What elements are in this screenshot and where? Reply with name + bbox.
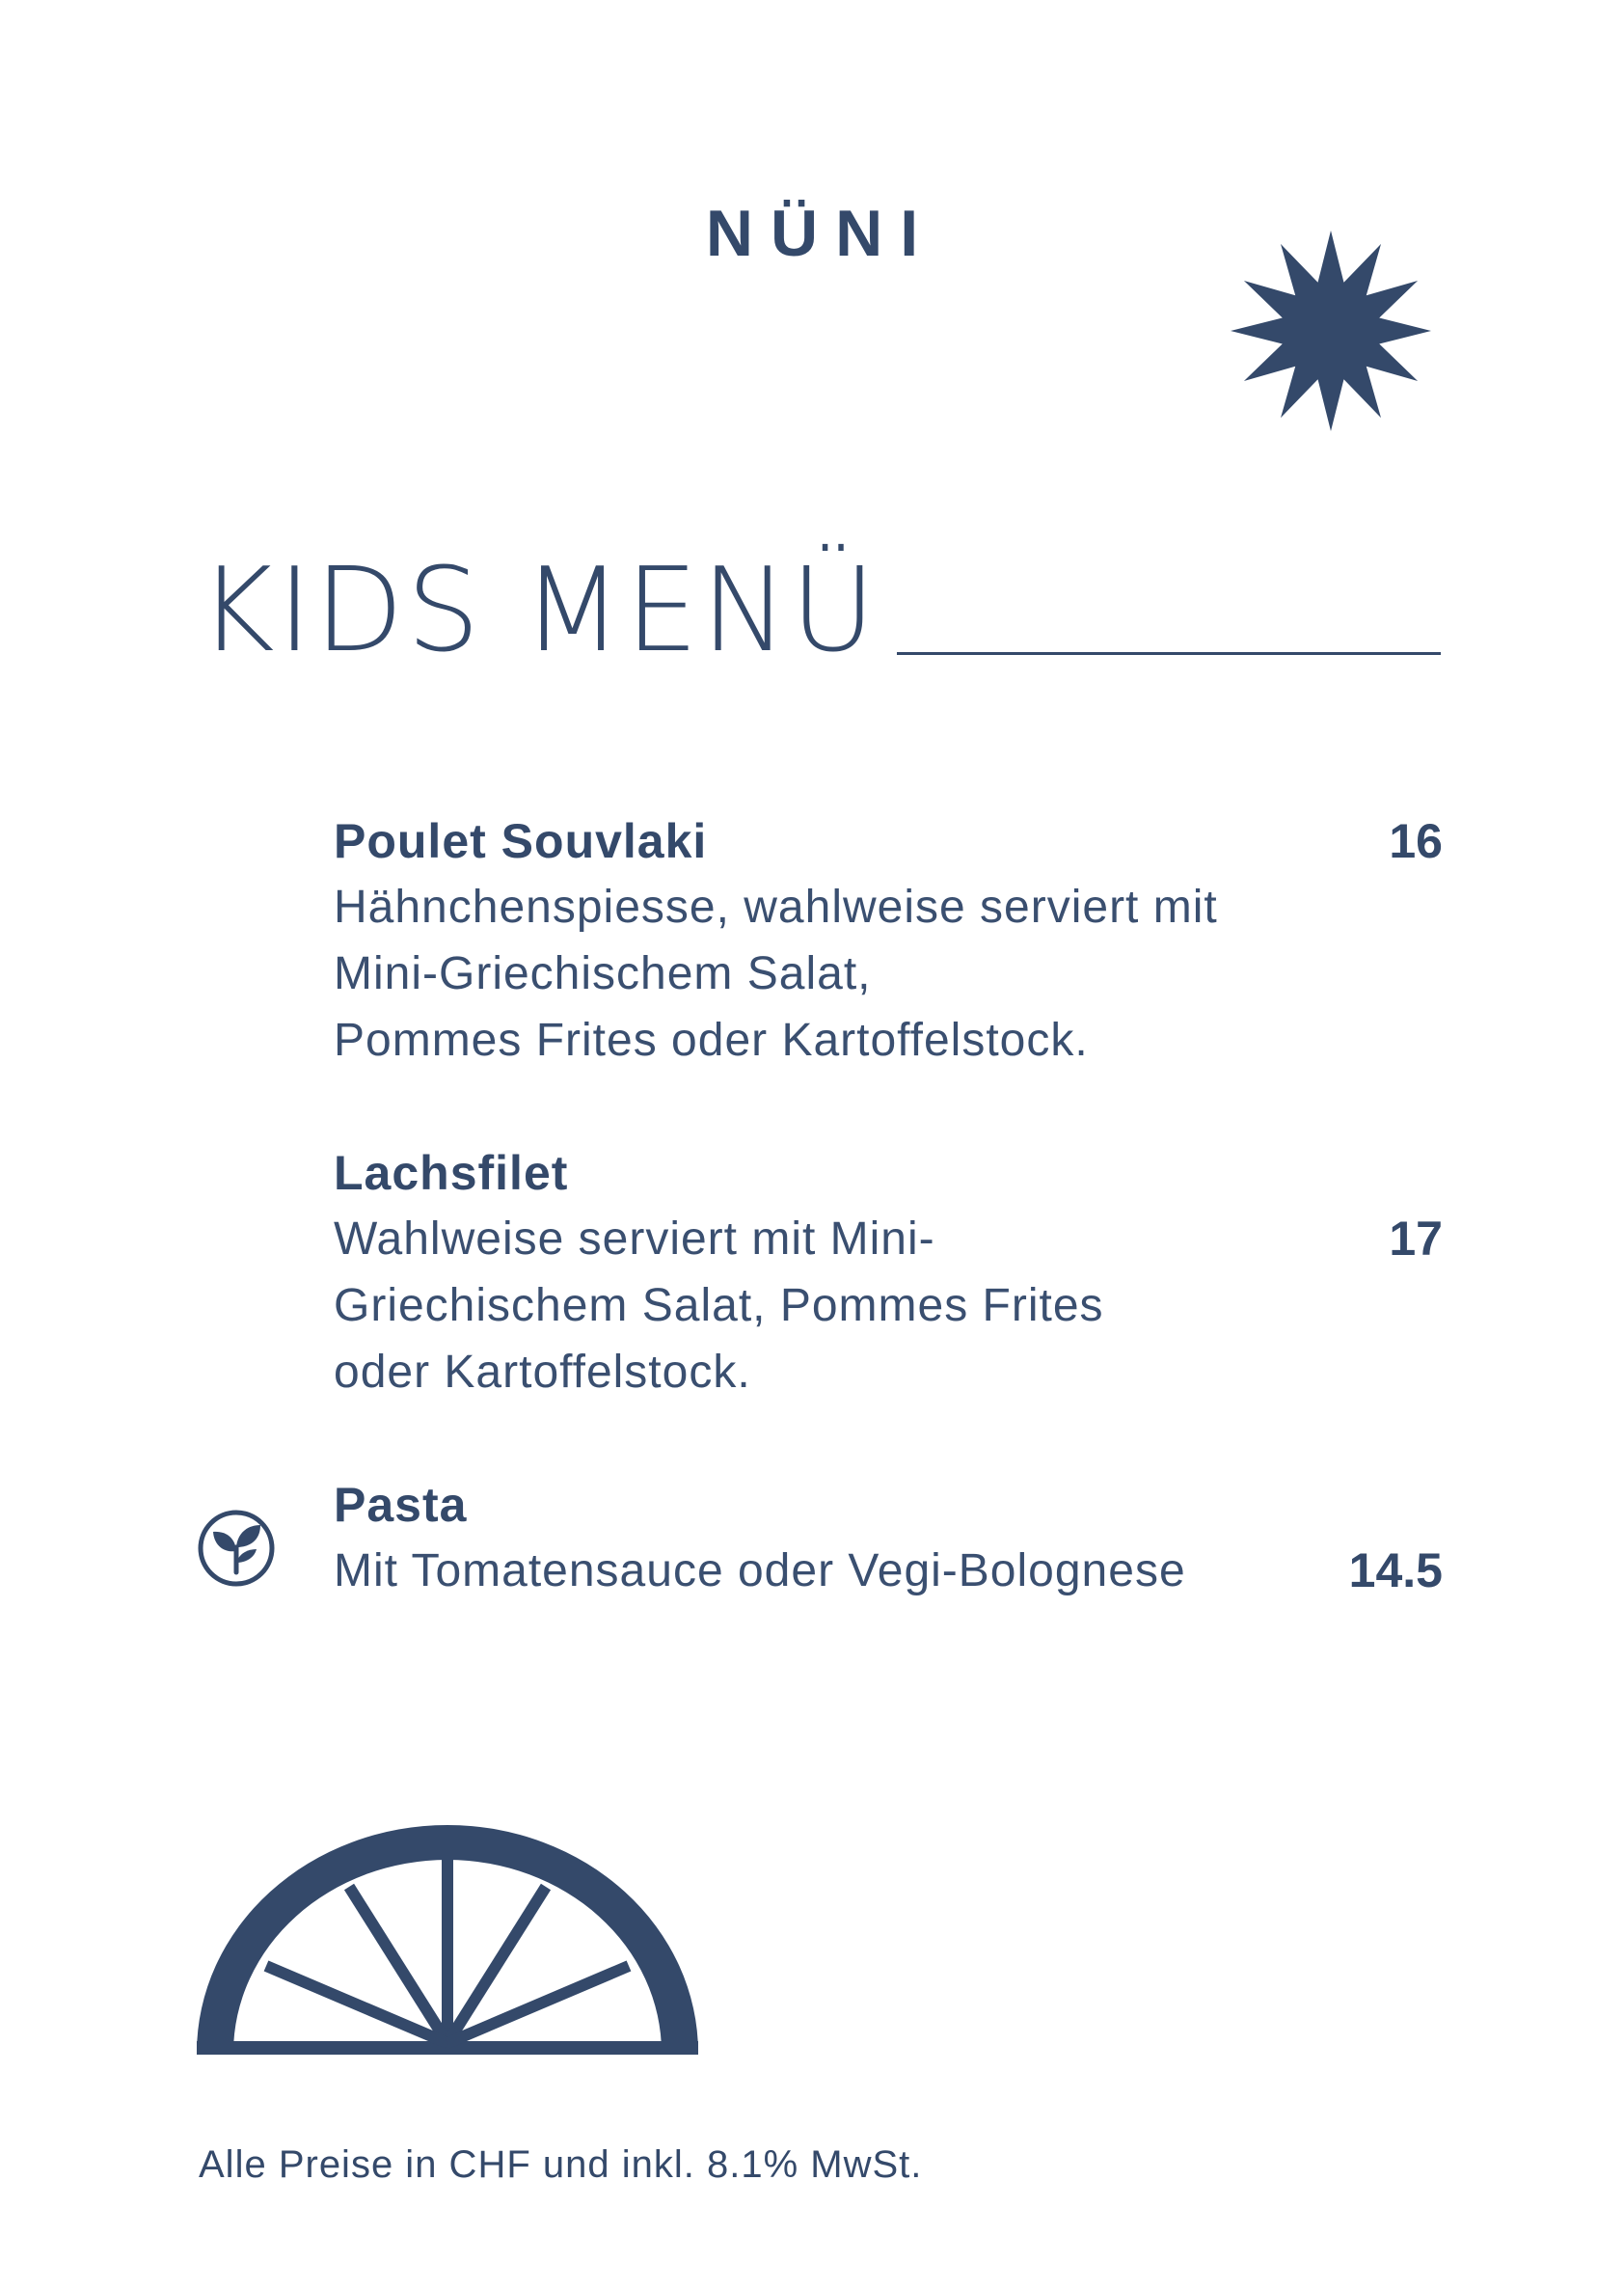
description-line: Hähnchenspiesse, wahlweise serviert mit <box>334 882 1218 933</box>
menu-item <box>334 1472 1443 1604</box>
menu-item-name: Poulet Souvlaki <box>334 814 708 868</box>
menu-item <box>334 808 1443 1074</box>
description-line: Griechischem Salat, Pommes Frites <box>334 1280 1104 1331</box>
menu-item-price: 17 <box>1389 1212 1443 1266</box>
menu-item <box>334 1140 1443 1405</box>
menu-item-price: 14.5 <box>1348 1543 1443 1597</box>
menu-item-description <box>334 1206 1298 1405</box>
menu-item-description <box>334 1538 1298 1604</box>
star-icon <box>1225 230 1437 432</box>
title-underline <box>897 652 1441 655</box>
description-line: oder Kartoffelstock. <box>334 1347 751 1398</box>
vegetarian-leaf-icon <box>197 1509 276 1588</box>
menu-item-name: Lachsfilet <box>334 1146 569 1200</box>
menu-item-name: Pasta <box>334 1478 468 1532</box>
description-line: Wahlweise serviert mit Mini- <box>334 1213 935 1265</box>
brand-logo: NÜNI <box>705 197 936 270</box>
price-note: Alle Preise in CHF und inkl. 8.1% MwSt. <box>199 2143 923 2186</box>
description-line: Pommes Frites oder Kartoffelstock. <box>334 1015 1089 1066</box>
menu-item-description <box>334 874 1298 1074</box>
half-wheel-icon <box>197 1825 698 2057</box>
menu-item-price: 16 <box>1389 814 1443 868</box>
description-line: Mit Tomatensauce oder Vegi-Bolognese <box>334 1545 1186 1596</box>
description-line: Mini-Griechischem Salat, <box>334 948 872 999</box>
page-title: KIDS MENÜ <box>199 544 879 678</box>
